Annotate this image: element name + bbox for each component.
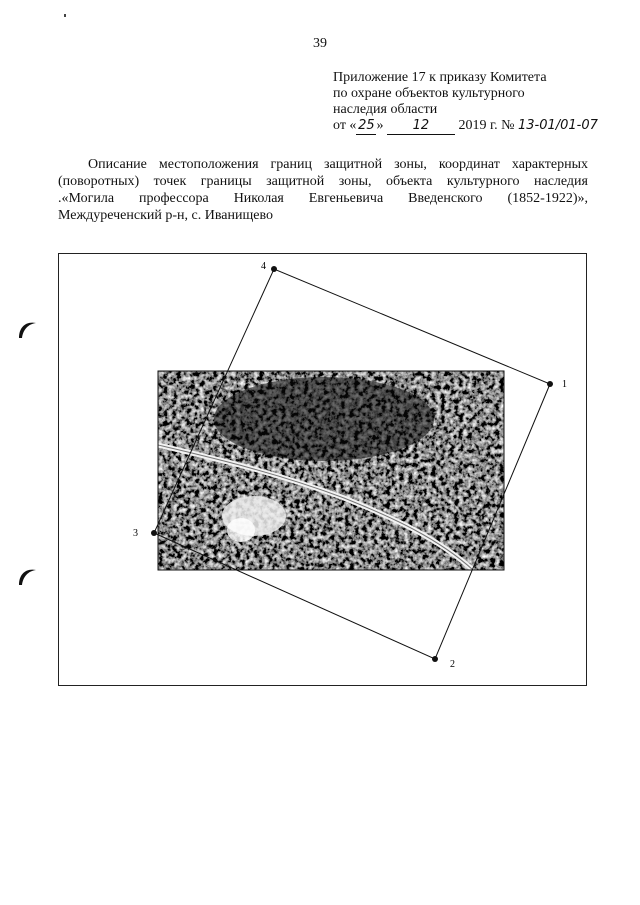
appendix-line-2: по охране объектов культурного <box>333 86 525 101</box>
point-label-3: 3 <box>133 528 138 539</box>
description-line-3: .«Могила профессора Николая Евгеньевича Введенского (1852-1922)», <box>58 191 588 206</box>
appendix-line-3: наследия области <box>333 102 438 117</box>
map-frame <box>58 253 587 686</box>
point-label-1: 1 <box>562 379 567 390</box>
boundary-point-1 <box>547 379 567 390</box>
date-prefix: от « <box>333 118 357 133</box>
description-paragraph <box>58 156 588 224</box>
date-year: 2019 г. № <box>458 118 515 133</box>
boundary-point-2 <box>432 656 455 670</box>
appendix-line-1: Приложение 17 к приказу Комитета <box>333 70 547 85</box>
protection-zone-map <box>59 254 586 685</box>
date-day: 25 <box>358 118 375 133</box>
point-label-2: 2 <box>450 659 455 670</box>
page-number: 39 <box>313 36 327 51</box>
appendix-header <box>333 70 623 135</box>
boundary-point-3 <box>133 528 157 539</box>
boundary-point-4 <box>261 261 277 272</box>
order-number: 13-01/01-07 <box>517 118 598 133</box>
description-line-4: Междуреченский р-н, с. Иванищево <box>58 208 273 223</box>
description-line-2: (поворотных) точек границы защитной зоны, объекта культурного наследия <box>58 174 588 189</box>
scan-mark <box>64 14 66 17</box>
satellite-image <box>158 371 504 570</box>
punch-hole-mark-bottom <box>16 565 38 587</box>
punch-hole-mark-top <box>16 318 38 340</box>
date-month: 12 <box>387 118 455 135</box>
description-line-1: Описание местоположения границ защитной зоны, координат характерных <box>88 157 588 172</box>
point-label-4: 4 <box>261 261 266 272</box>
appendix-date-line <box>333 118 623 135</box>
date-day-close: » <box>376 118 384 133</box>
